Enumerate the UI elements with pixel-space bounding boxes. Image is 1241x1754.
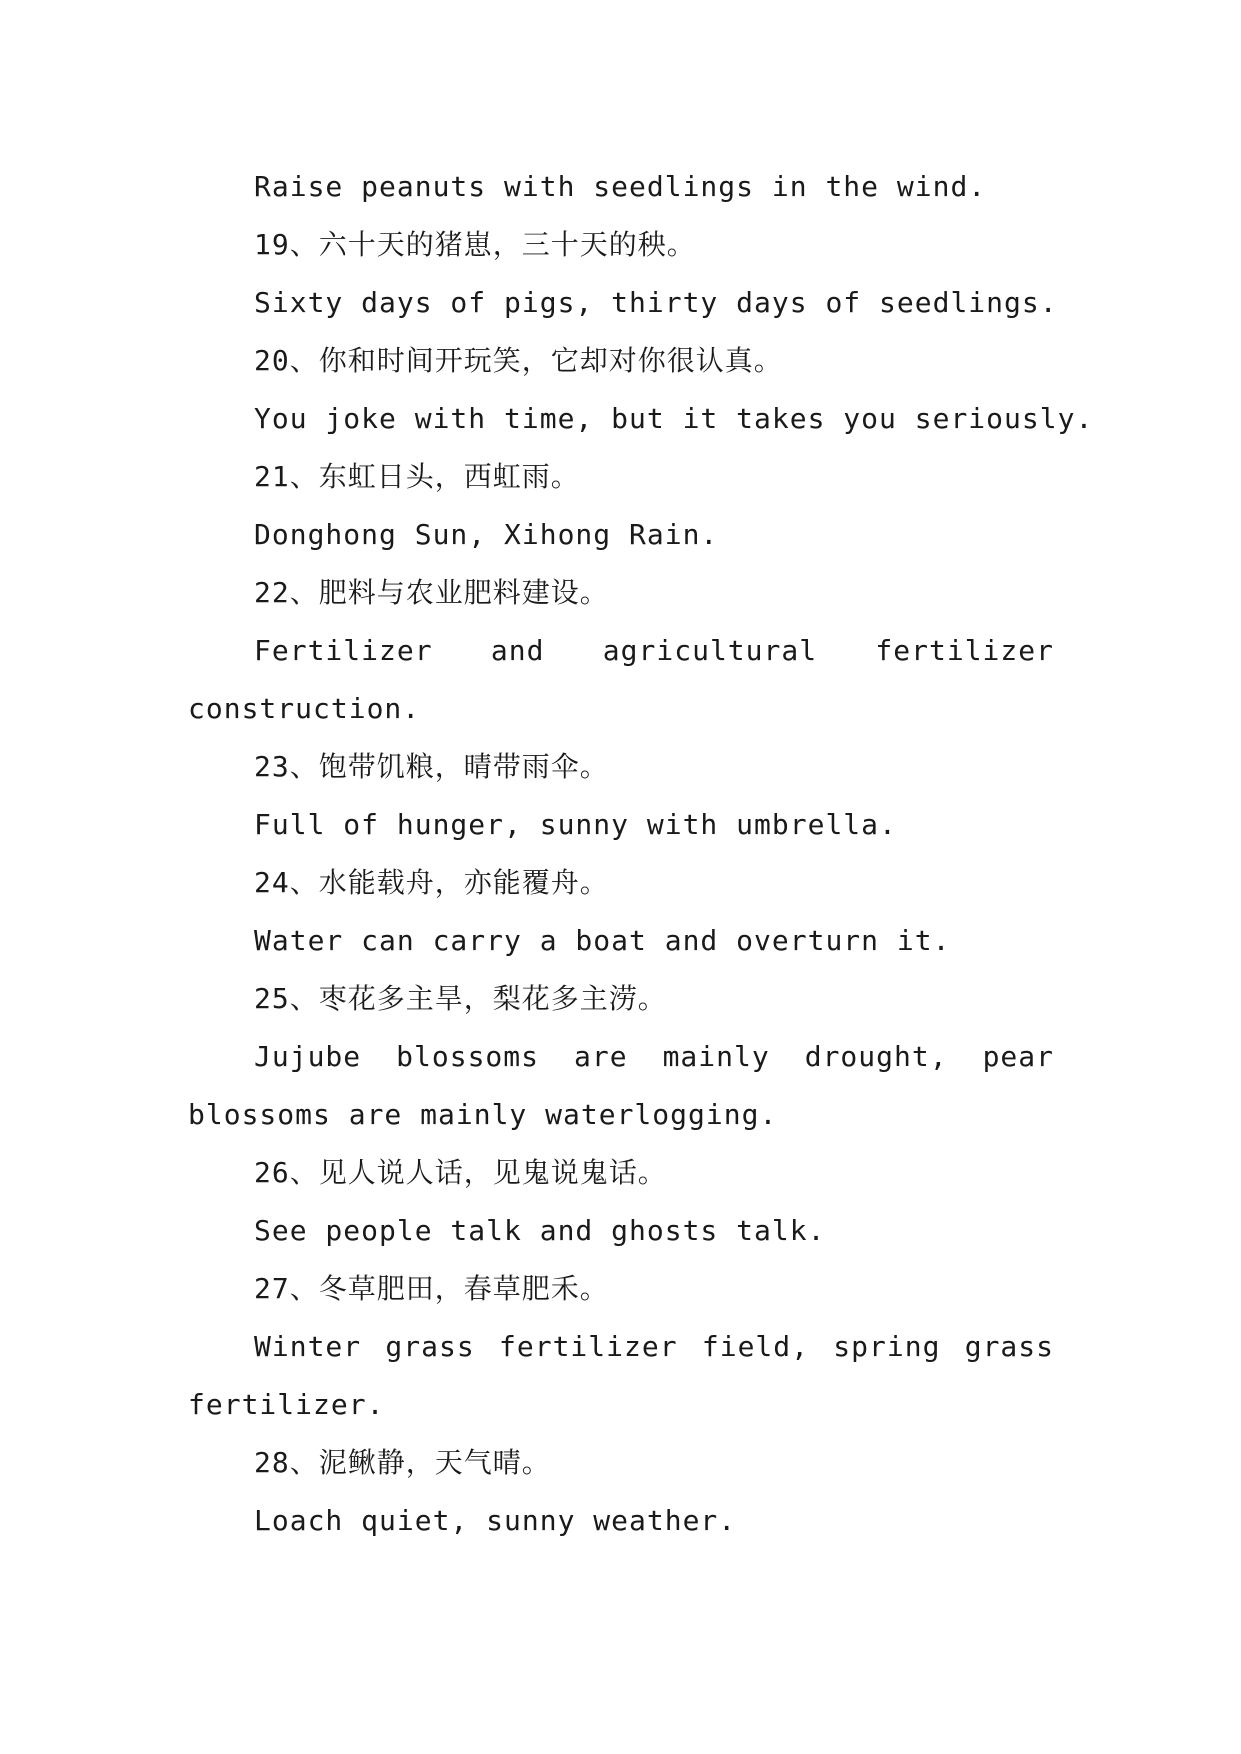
- english-line: Raise peanuts with seedlings in the wind.: [254, 170, 987, 203]
- english-line: Full of hunger, sunny with umbrella.: [254, 808, 897, 841]
- english-line: Donghong Sun, Xihong Rain.: [254, 518, 719, 551]
- document-body: [188, 158, 1094, 1550]
- english-line: Fertilizer and agricultural fertilizer construction.: [188, 634, 1054, 725]
- proverb-line: 22、肥料与农业肥料建设。: [254, 576, 609, 609]
- english-line: See people talk and ghosts talk.: [254, 1214, 826, 1247]
- proverb-line: 27、冬草肥田，春草肥禾。: [254, 1272, 609, 1305]
- english-line: Sixty days of pigs, thirty days of seedlings.: [254, 286, 1058, 319]
- proverb-line: 20、你和时间开玩笑，它却对你很认真。: [254, 344, 783, 377]
- english-line: Loach quiet, sunny weather.: [254, 1504, 737, 1537]
- english-line: Water can carry a boat and overturn it.: [254, 924, 951, 957]
- proverb-line: 23、饱带饥粮，晴带雨伞。: [254, 750, 609, 783]
- english-line: Winter grass fertilizer field, spring grass fertilizer.: [188, 1330, 1054, 1421]
- proverb-line: 24、水能载舟，亦能覆舟。: [254, 866, 609, 899]
- english-line: Jujube blossoms are mainly drought, pear blossoms are mainly waterlogging.: [188, 1040, 1054, 1131]
- proverb-line: 25、枣花多主旱，梨花多主涝。: [254, 982, 667, 1015]
- english-line: You joke with time, but it takes you seriously.: [254, 402, 1094, 435]
- proverb-line: 21、东虹日头，西虹雨。: [254, 460, 580, 493]
- proverb-line: 28、泥鳅静，天气晴。: [254, 1446, 551, 1479]
- proverb-line: 26、见人说人话，见鬼说鬼话。: [254, 1156, 667, 1189]
- proverb-line: 19、六十天的猪崽，三十天的秧。: [254, 228, 696, 261]
